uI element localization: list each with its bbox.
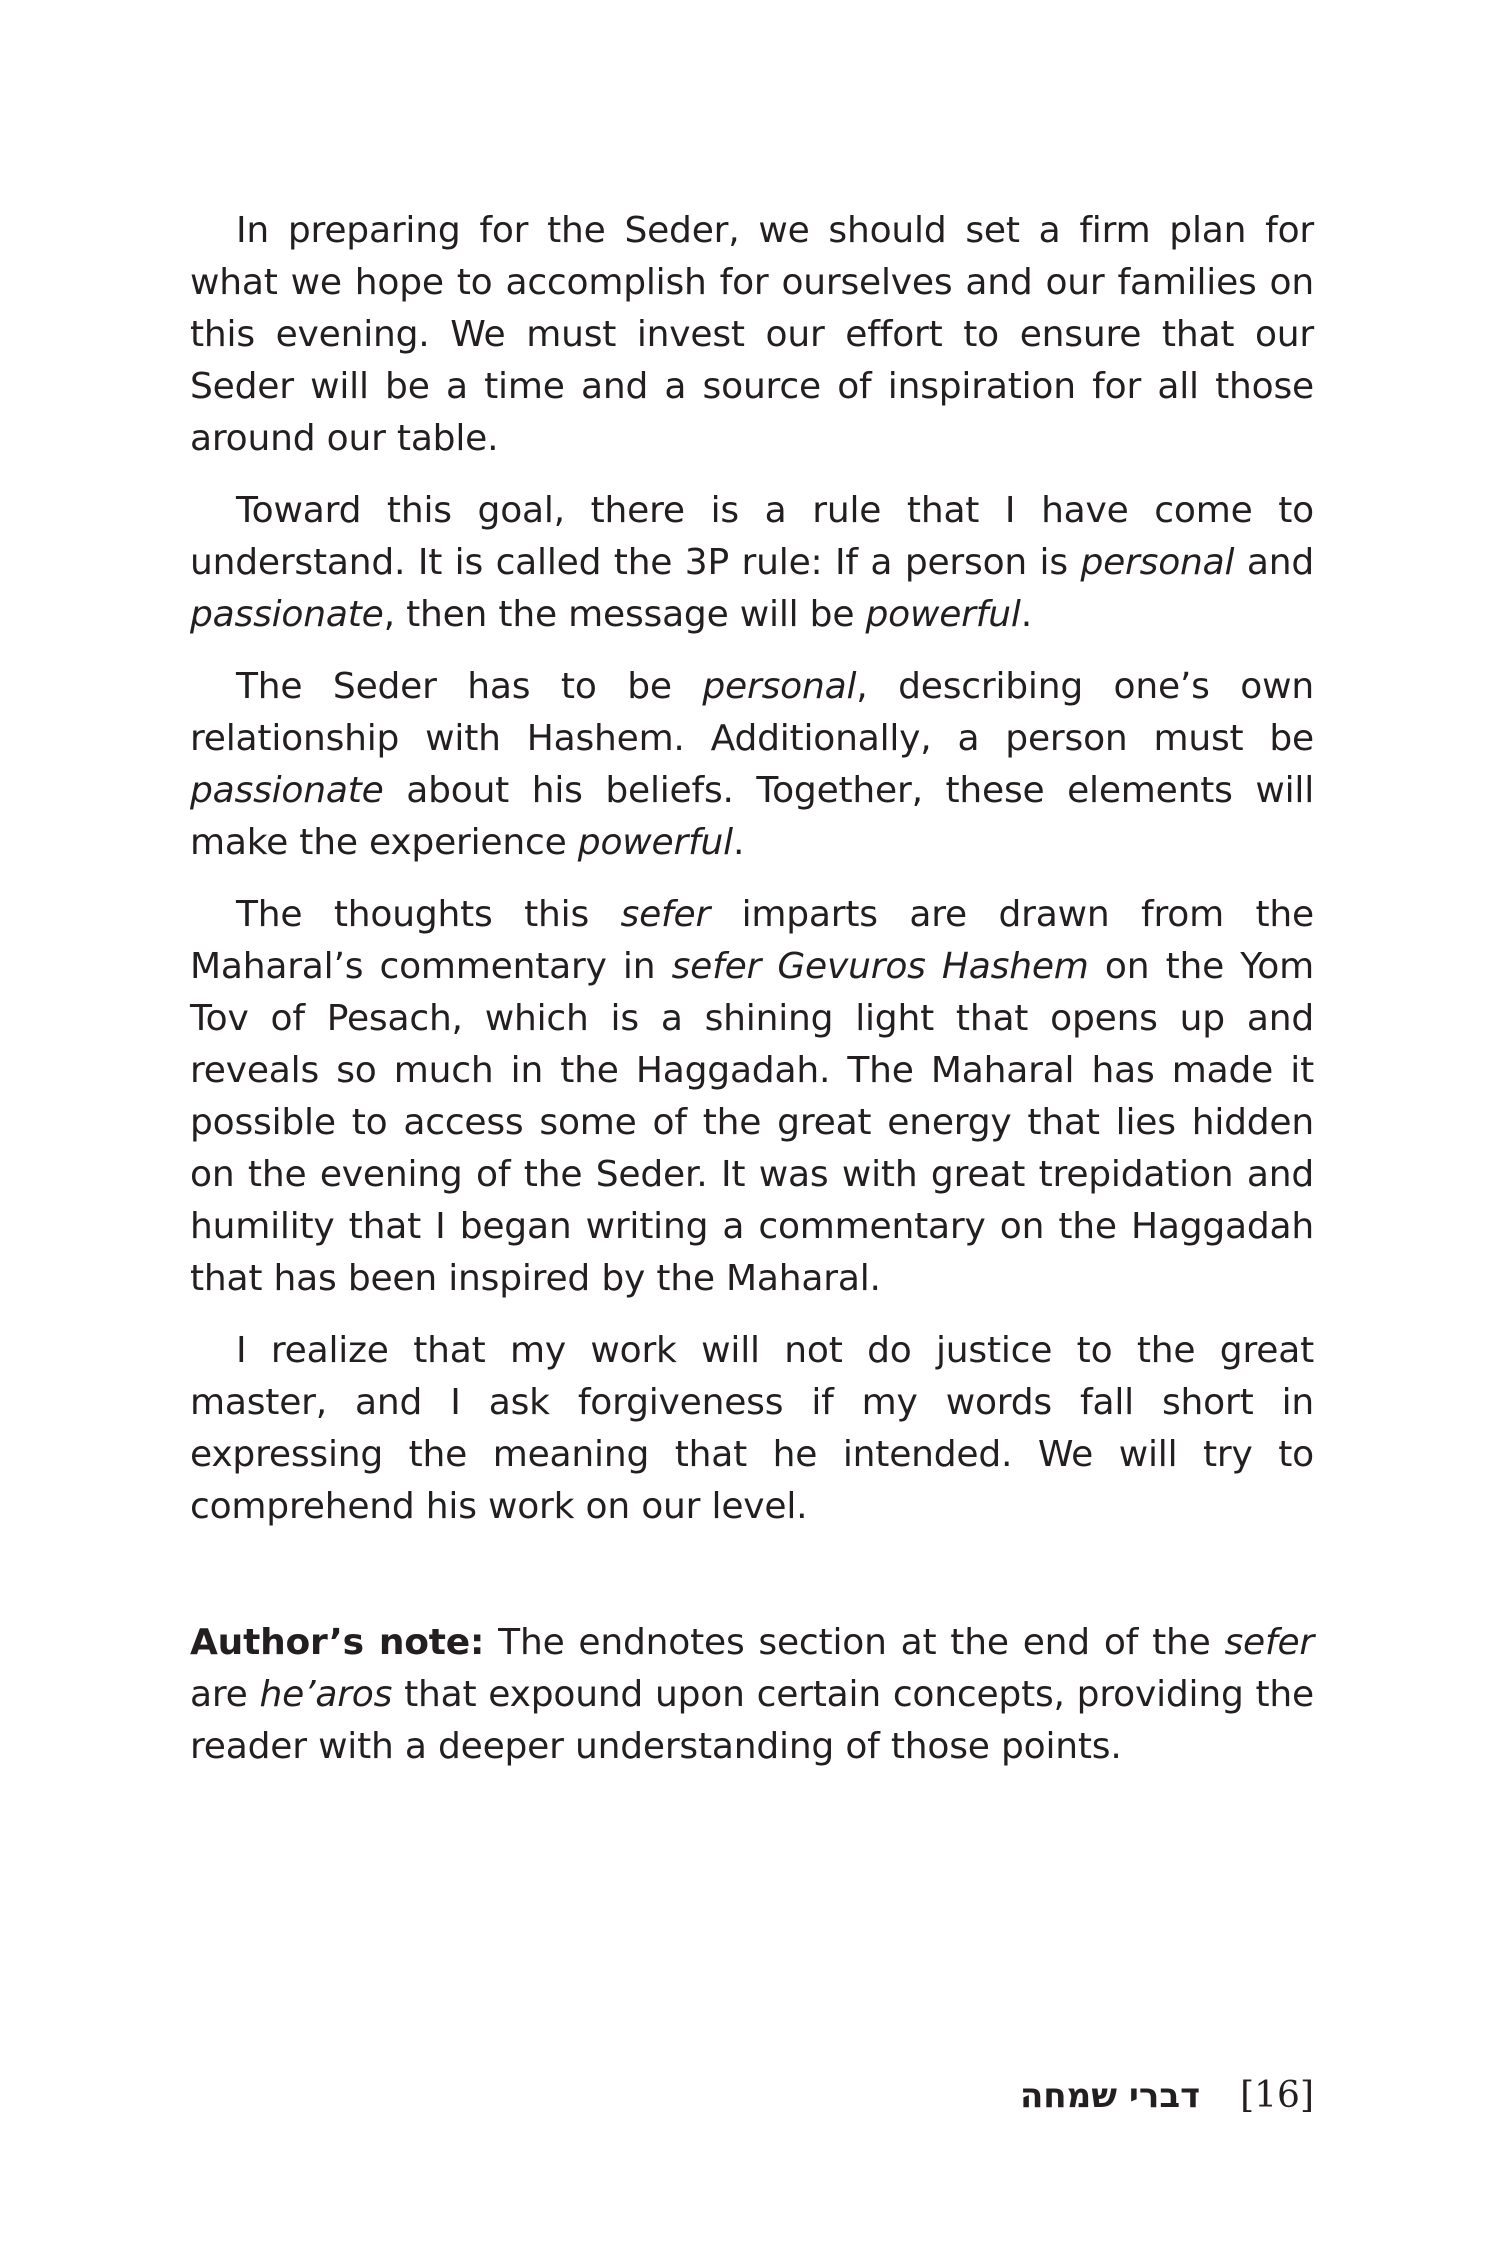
italic-term: sefer Gevuros Hashem bbox=[671, 946, 1089, 987]
italic-term: personal bbox=[702, 666, 857, 707]
running-title: דברי שמחה bbox=[1019, 2076, 1201, 2116]
paragraph-2-text: . bbox=[1020, 594, 1032, 635]
paragraph-1 bbox=[190, 205, 1314, 465]
paragraph-2-text: , then the message will be bbox=[383, 594, 866, 635]
italic-term: powerful bbox=[865, 594, 1021, 635]
paragraph-2-text: and bbox=[1234, 542, 1314, 583]
paragraph-4-text: imparts are drawn from the Maharal’s commentary in bbox=[190, 894, 1314, 987]
italic-term: passionate bbox=[190, 770, 384, 811]
paragraph-3-text: . bbox=[732, 822, 745, 863]
authors-note-label: Author’s note: bbox=[190, 1622, 485, 1663]
page-body bbox=[190, 205, 1314, 1793]
paragraph-3-text: , describing one’s own relationship with Hashem. Additionally, a person must be bbox=[190, 666, 1314, 759]
authors-note-text: The endnotes section at the end of the bbox=[484, 1622, 1225, 1663]
italic-term: he’aros bbox=[259, 1674, 393, 1715]
authors-note bbox=[190, 1617, 1314, 1773]
italic-term: passionate bbox=[190, 594, 384, 635]
italic-term: sefer bbox=[1224, 1622, 1314, 1663]
paragraph-2-text: Toward this goal, there is a rule that I have come to understand. It is called the 3P rule: If a person is bbox=[190, 490, 1314, 583]
italic-term: sefer bbox=[620, 894, 711, 935]
paragraph-5 bbox=[190, 1325, 1314, 1533]
page-footer bbox=[1020, 2075, 1314, 2116]
italic-term: powerful bbox=[577, 822, 733, 863]
paragraph-2 bbox=[190, 485, 1314, 641]
authors-note-text: are bbox=[190, 1674, 260, 1715]
italic-term: personal bbox=[1080, 542, 1235, 583]
paragraph-4-text: on the Yom Tov of Pesach, which is a shining light that opens up and reveals so much in the Haggadah. The Maharal has made it possible to access some of the great energy that lies hidden on the evening of the Seder. It was with great trepidation and humility that I began writing a commentary on the Haggadah that has been inspired by the Maharal. bbox=[190, 946, 1314, 1299]
paragraph-3 bbox=[190, 661, 1314, 869]
paragraph-4-text: The thoughts this bbox=[236, 894, 621, 935]
paragraph-1-text: In preparing for the Seder, we should set a firm plan for what we hope to accomplish for ourselves and our families on this evening. We must invest our effort to ensure that our Seder will be a time and a source of inspiration for all those around our table. bbox=[190, 210, 1314, 459]
paragraph-3-text: about his beliefs. Together, these elements will make the experience bbox=[190, 770, 1314, 863]
paragraph-5-text: I realize that my work will not do justice to the great master, and I ask forgiveness if my words fall short in expressing the meaning that he intended. We will try to comprehend his work on our level. bbox=[190, 1330, 1314, 1527]
authors-note-text: that expound upon certain concepts, providing the reader with a deeper understanding of those points. bbox=[190, 1674, 1314, 1767]
paragraph-4 bbox=[190, 889, 1314, 1305]
page-number: [16] bbox=[1240, 2075, 1314, 2116]
paragraph-3-text: The Seder has to be bbox=[236, 666, 703, 707]
